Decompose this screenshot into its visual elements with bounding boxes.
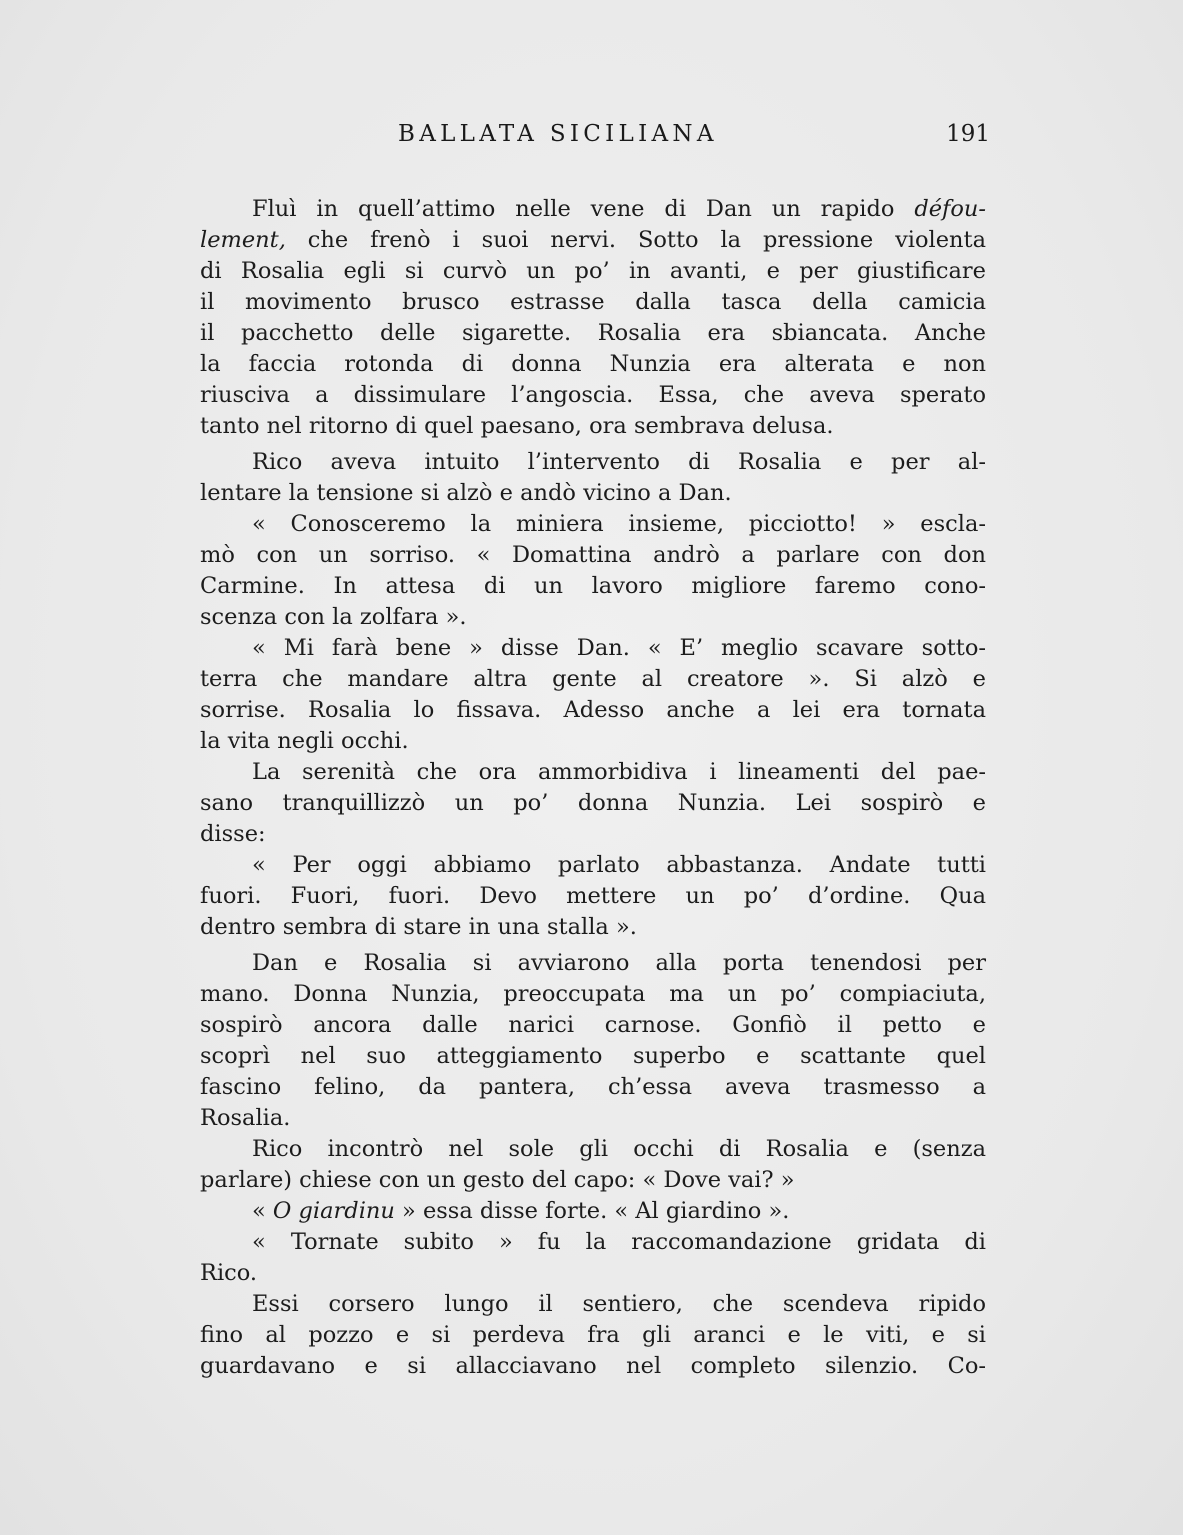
text-line: fino al pozzo e si perdeva fra gli aranci e le viti, e si — [200, 1321, 986, 1348]
text-line: sospirò ancora dalle narici carnose. Gonfiò il petto e — [200, 1011, 986, 1038]
italic-word: O giardinu — [272, 1197, 395, 1224]
text-line: Fluì in quell’attimo nelle vene di Dan un rapido défou- — [252, 196, 986, 222]
text-line: di Rosalia egli si curvò un po’ in avanti, e per giustificare — [200, 258, 986, 284]
page-number: 191 — [946, 121, 990, 147]
page-header — [200, 121, 990, 153]
text-line: sorrise. Rosalia lo fissava. Adesso anche a lei era tornata — [200, 696, 986, 723]
text-line: terra che mandare altra gente al creatore ». Si alzò e — [200, 665, 986, 692]
text-line: disse: — [200, 820, 266, 847]
text-line: sano tranquillizzò un po’ donna Nunzia. Lei sospirò e — [200, 789, 986, 816]
text-line: riusciva a dissimulare l’angoscia. Essa, che aveva sperato — [200, 382, 986, 408]
text-line: Essi corsero lungo il sentiero, che scendeva ripido — [252, 1290, 986, 1317]
text-line: il pacchetto delle sigarette. Rosalia era sbiancata. Anche — [200, 320, 986, 346]
text-line: scoprì nel suo atteggiamento superbo e scattante quel — [200, 1042, 986, 1069]
text-line: « Tornate subito » fu la raccomandazione gridata di — [252, 1228, 986, 1255]
text-line: mano. Donna Nunzia, preoccupata ma un po’ compiaciuta, — [200, 980, 986, 1007]
text-line: lement, che frenò i suoi nervi. Sotto la pressione violenta — [200, 227, 986, 253]
italic-word: défou- — [914, 196, 986, 222]
running-title: BALLATA SICILIANA — [398, 121, 718, 147]
text-line: la faccia rotonda di donna Nunzia era alterata e non — [200, 351, 986, 377]
text-line: lentare la tensione si alzò e andò vicino a Dan. — [200, 479, 732, 506]
italic-word: lement, — [200, 227, 286, 253]
text-line: guardavano e si allacciavano nel completo silenzio. Co- — [200, 1352, 986, 1379]
text-line: « Mi farà bene » disse Dan. « E’ meglio scavare sotto- — [252, 634, 986, 661]
text-line: fuori. Fuori, fuori. Devo mettere un po’ d’ordine. Qua — [200, 882, 986, 909]
text-line: la vita negli occhi. — [200, 727, 409, 754]
text-line: Rico aveva intuito l’intervento di Rosalia e per al- — [252, 448, 986, 475]
text-line: fascino felino, da pantera, ch’essa aveva trasmesso a — [200, 1073, 986, 1100]
text-line: Rosalia. — [200, 1104, 291, 1131]
text-line: Carmine. In attesa di un lavoro migliore faremo cono- — [200, 572, 986, 599]
text-line: mò con un sorriso. « Domattina andrò a parlare con don — [200, 541, 986, 568]
text-line: « Per oggi abbiamo parlato abbastanza. Andate tutti — [252, 851, 986, 878]
text-line: parlare) chiese con un gesto del capo: « Dove vai? » — [200, 1166, 795, 1193]
text-line: Dan e Rosalia si avviarono alla porta tenendosi per — [252, 949, 986, 976]
text-line: « Conosceremo la miniera insieme, picciotto! » escla- — [252, 510, 986, 537]
text-line: Rico. — [200, 1259, 258, 1286]
text-line: dentro sembra di stare in una stalla ». — [200, 913, 637, 940]
text-line: La serenità che ora ammorbidiva i lineamenti del pae- — [252, 758, 986, 785]
text-line: tanto nel ritorno di quel paesano, ora sembrava delusa. — [200, 413, 834, 439]
body-text — [200, 194, 986, 1382]
text-line: il movimento brusco estrasse dalla tasca della camicia — [200, 289, 986, 315]
text-line: « O giardinu » essa disse forte. « Al giardino ». — [252, 1197, 790, 1224]
text-line: scenza con la zolfara ». — [200, 603, 467, 630]
text-line: Rico incontrò nel sole gli occhi di Rosalia e (senza — [252, 1135, 986, 1162]
